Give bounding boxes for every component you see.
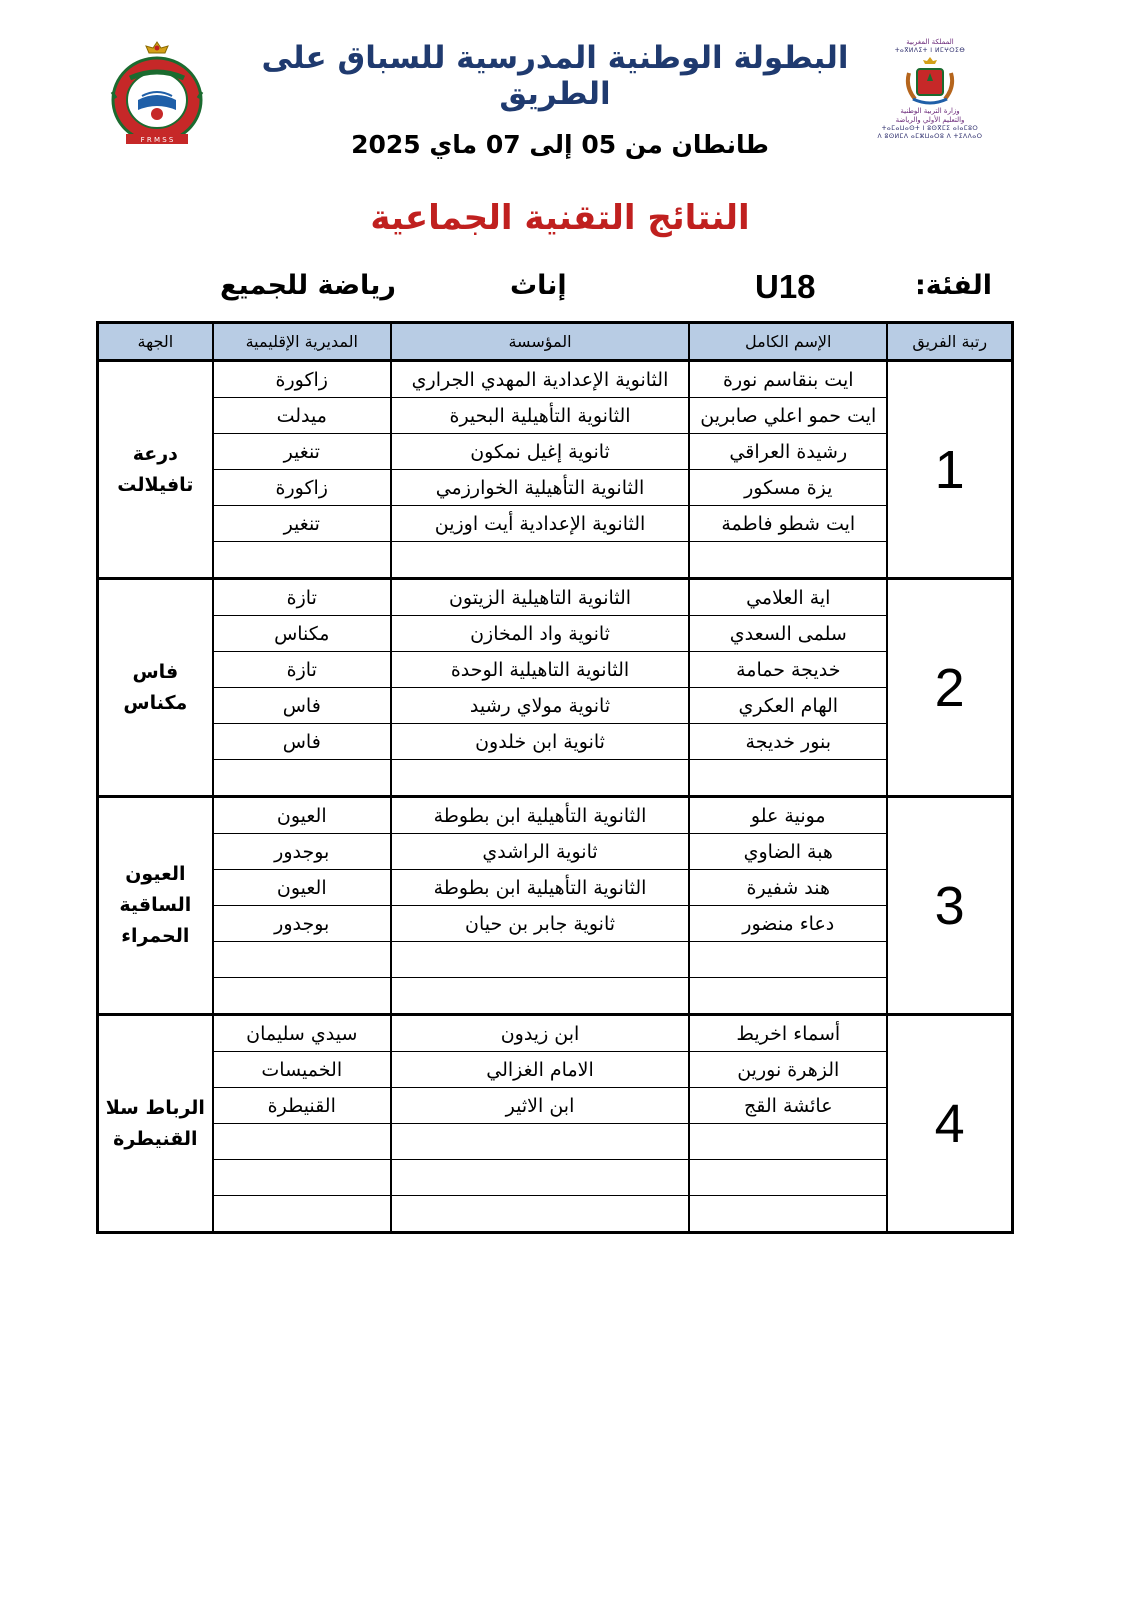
table-row (98, 797, 1013, 834)
athlete-name: هبة الضاوي (689, 834, 887, 870)
team-rank: 3 (887, 797, 1012, 1015)
athlete-directorate: فاس (213, 688, 391, 724)
athlete-school (391, 542, 689, 579)
athlete-name: رشيدة العراقي (689, 434, 887, 470)
table-row (98, 906, 1013, 942)
ministry-kingdom-tifinagh: ⵜⴰⴳⵍⴷⵉⵜ ⵏ ⵍⵎⵖⵔⵉⴱ (894, 47, 966, 54)
table-row (98, 398, 1013, 434)
athlete-directorate: العيون (213, 797, 391, 834)
athlete-name: الهام العكري (689, 688, 887, 724)
ministry-tifinagh-line2: ⴷ ⵓⵙⵍⵎⴷ ⴰⵎⵣⵡⴰⵔⵓ ⴷ ⵜⵉⴷⴷⴰⵔ (877, 133, 983, 140)
athlete-name: أسماء اخريط (689, 1015, 887, 1052)
athlete-directorate: تازة (213, 652, 391, 688)
athlete-directorate: ميدلت (213, 398, 391, 434)
athlete-school: الثانوية التأهيلية الخوارزمي (391, 470, 689, 506)
athlete-school: الثانوية التأهيلية ابن بطوطة (391, 797, 689, 834)
athlete-name: سلمى السعدي (689, 616, 887, 652)
table-row (98, 978, 1013, 1015)
athlete-directorate (213, 542, 391, 579)
athlete-name (689, 942, 887, 978)
team-region: الرباط سلا القنيطرة (98, 1015, 213, 1233)
athlete-school: ثانوية الراشدي (391, 834, 689, 870)
championship-title: البطولة الوطنية المدرسية للسباق على الطريق (261, 40, 849, 112)
athlete-school: ابن الاثير (391, 1088, 689, 1124)
athlete-name: ايت شطو فاطمة (689, 506, 887, 542)
athlete-directorate: زاكورة (213, 470, 391, 506)
category-sport: رياضة للجميع (220, 270, 396, 301)
athlete-directorate (213, 760, 391, 797)
athlete-school: الثانوية التأهيلية ابن بطوطة (391, 870, 689, 906)
category-gender: إناث (510, 270, 567, 301)
athlete-school: الثانوية الإعدادية المهدي الجراري (391, 361, 689, 398)
athlete-directorate: فاس (213, 724, 391, 760)
athlete-directorate (213, 1196, 391, 1233)
table-row (98, 579, 1013, 616)
team-rank: 2 (887, 579, 1012, 797)
athlete-school: ثانوية جابر بن حيان (391, 906, 689, 942)
athlete-directorate: مكناس (213, 616, 391, 652)
athlete-school: ابن زيدون (391, 1015, 689, 1052)
coat-of-arms-icon (903, 55, 957, 107)
athlete-school (391, 1124, 689, 1160)
table-row (98, 506, 1013, 542)
results-subtitle: النتائج التقنية الجماعية (370, 198, 750, 238)
athlete-directorate: الخميسات (213, 1052, 391, 1088)
table-row (98, 724, 1013, 760)
athlete-name (689, 760, 887, 797)
header-school: المؤسسة (391, 323, 689, 361)
athlete-directorate: بوجدور (213, 906, 391, 942)
athlete-name (689, 978, 887, 1015)
table-row (98, 1160, 1013, 1196)
athlete-directorate (213, 1160, 391, 1196)
table-row (98, 652, 1013, 688)
team-results-table (96, 321, 1014, 1234)
category-age: U18 (755, 268, 816, 305)
table-row (98, 616, 1013, 652)
athlete-name: مونية علو (689, 797, 887, 834)
table-row (98, 434, 1013, 470)
athlete-directorate (213, 942, 391, 978)
athlete-school: ثانوية ابن خلدون (391, 724, 689, 760)
athlete-school: ثانوية مولاي رشيد (391, 688, 689, 724)
table-row (98, 542, 1013, 579)
athlete-directorate: تنغير (213, 434, 391, 470)
athlete-name: دعاء منضور (689, 906, 887, 942)
athlete-school: الامام الغزالي (391, 1052, 689, 1088)
athlete-school: الثانوية التأهيلية البحيرة (391, 398, 689, 434)
team-region: العيون الساقية الحمراء (98, 797, 213, 1015)
athlete-name (689, 1124, 887, 1160)
table-row (98, 834, 1013, 870)
athlete-directorate: القنيطرة (213, 1088, 391, 1124)
team-rank: 1 (887, 361, 1012, 579)
header-team-rank: رتبة الفريق (887, 323, 1012, 361)
athlete-school (391, 942, 689, 978)
table-row (98, 1196, 1013, 1233)
table-row (98, 688, 1013, 724)
athlete-school (391, 978, 689, 1015)
team-rank: 4 (887, 1015, 1012, 1233)
athlete-name: بنور خديجة (689, 724, 887, 760)
athlete-directorate (213, 1124, 391, 1160)
athlete-directorate: تازة (213, 579, 391, 616)
table-row (98, 1015, 1013, 1052)
athlete-name (689, 1196, 887, 1233)
table-row (98, 1088, 1013, 1124)
athlete-name: عائشة القج (689, 1088, 887, 1124)
header-full-name: الإسم الكامل (689, 323, 887, 361)
athlete-name (689, 542, 887, 579)
table-row (98, 870, 1013, 906)
ministry-logo (870, 38, 990, 154)
team-results-body (98, 361, 1013, 1233)
table-row (98, 470, 1013, 506)
athlete-name: ايت بنقاسم نورة (689, 361, 887, 398)
event-dates: طانطان من 05 إلى 07 ماي 2025 (351, 130, 769, 159)
athlete-school: الثانوية الإعدادية أيت اوزين (391, 506, 689, 542)
ministry-tifinagh-line1: ⵜⴰⵎⴰⵡⴰⵙⵜ ⵏ ⵓⵙⴳⵎⵉ ⴰⵏⴰⵎⵓⵔ (881, 125, 979, 132)
table-row (98, 1052, 1013, 1088)
svg-text:F R M S S: F R M S S (140, 136, 174, 144)
athlete-directorate (213, 978, 391, 1015)
table-row (98, 1124, 1013, 1160)
athlete-name: هند شفيرة (689, 870, 887, 906)
table-row (98, 760, 1013, 797)
athlete-name: خديجة حمامة (689, 652, 887, 688)
ministry-kingdom-text: المملكة المغربية (906, 38, 954, 46)
team-region: درعة تافيلالت (98, 361, 213, 579)
category-label: الفئة: (915, 270, 993, 301)
header-region: الجهة (98, 323, 213, 361)
athlete-school (391, 760, 689, 797)
athlete-directorate: زاكورة (213, 361, 391, 398)
athlete-name: الزهرة نورين (689, 1052, 887, 1088)
athlete-school: الثانوية التاهيلية الزيتون (391, 579, 689, 616)
athlete-name: ايت حمو اعلي صابرين (689, 398, 887, 434)
athlete-school (391, 1160, 689, 1196)
athlete-school (391, 1196, 689, 1233)
athlete-school: ثانوية إغيل نمكون (391, 434, 689, 470)
table-row (98, 942, 1013, 978)
athlete-directorate: العيون (213, 870, 391, 906)
athlete-directorate: بوجدور (213, 834, 391, 870)
header-directorate: المديرية الإقليمية (213, 323, 391, 361)
table-header-row (98, 323, 1013, 361)
ministry-name-line2: والتعليم الأولي والرياضة (895, 116, 965, 124)
athlete-name: اية العلامي (689, 579, 887, 616)
athlete-name (689, 1160, 887, 1196)
athlete-directorate: تنغير (213, 506, 391, 542)
table-row (98, 361, 1013, 398)
federation-logo (108, 38, 206, 150)
athlete-name: يزة مسكور (689, 470, 887, 506)
athlete-school: الثانوية التاهيلية الوحدة (391, 652, 689, 688)
team-region: فاس مكناس (98, 579, 213, 797)
athlete-directorate: سيدي سليمان (213, 1015, 391, 1052)
ministry-name-line1: وزارة التربية الوطنية (900, 107, 960, 115)
athlete-school: ثانوية واد المخازن (391, 616, 689, 652)
